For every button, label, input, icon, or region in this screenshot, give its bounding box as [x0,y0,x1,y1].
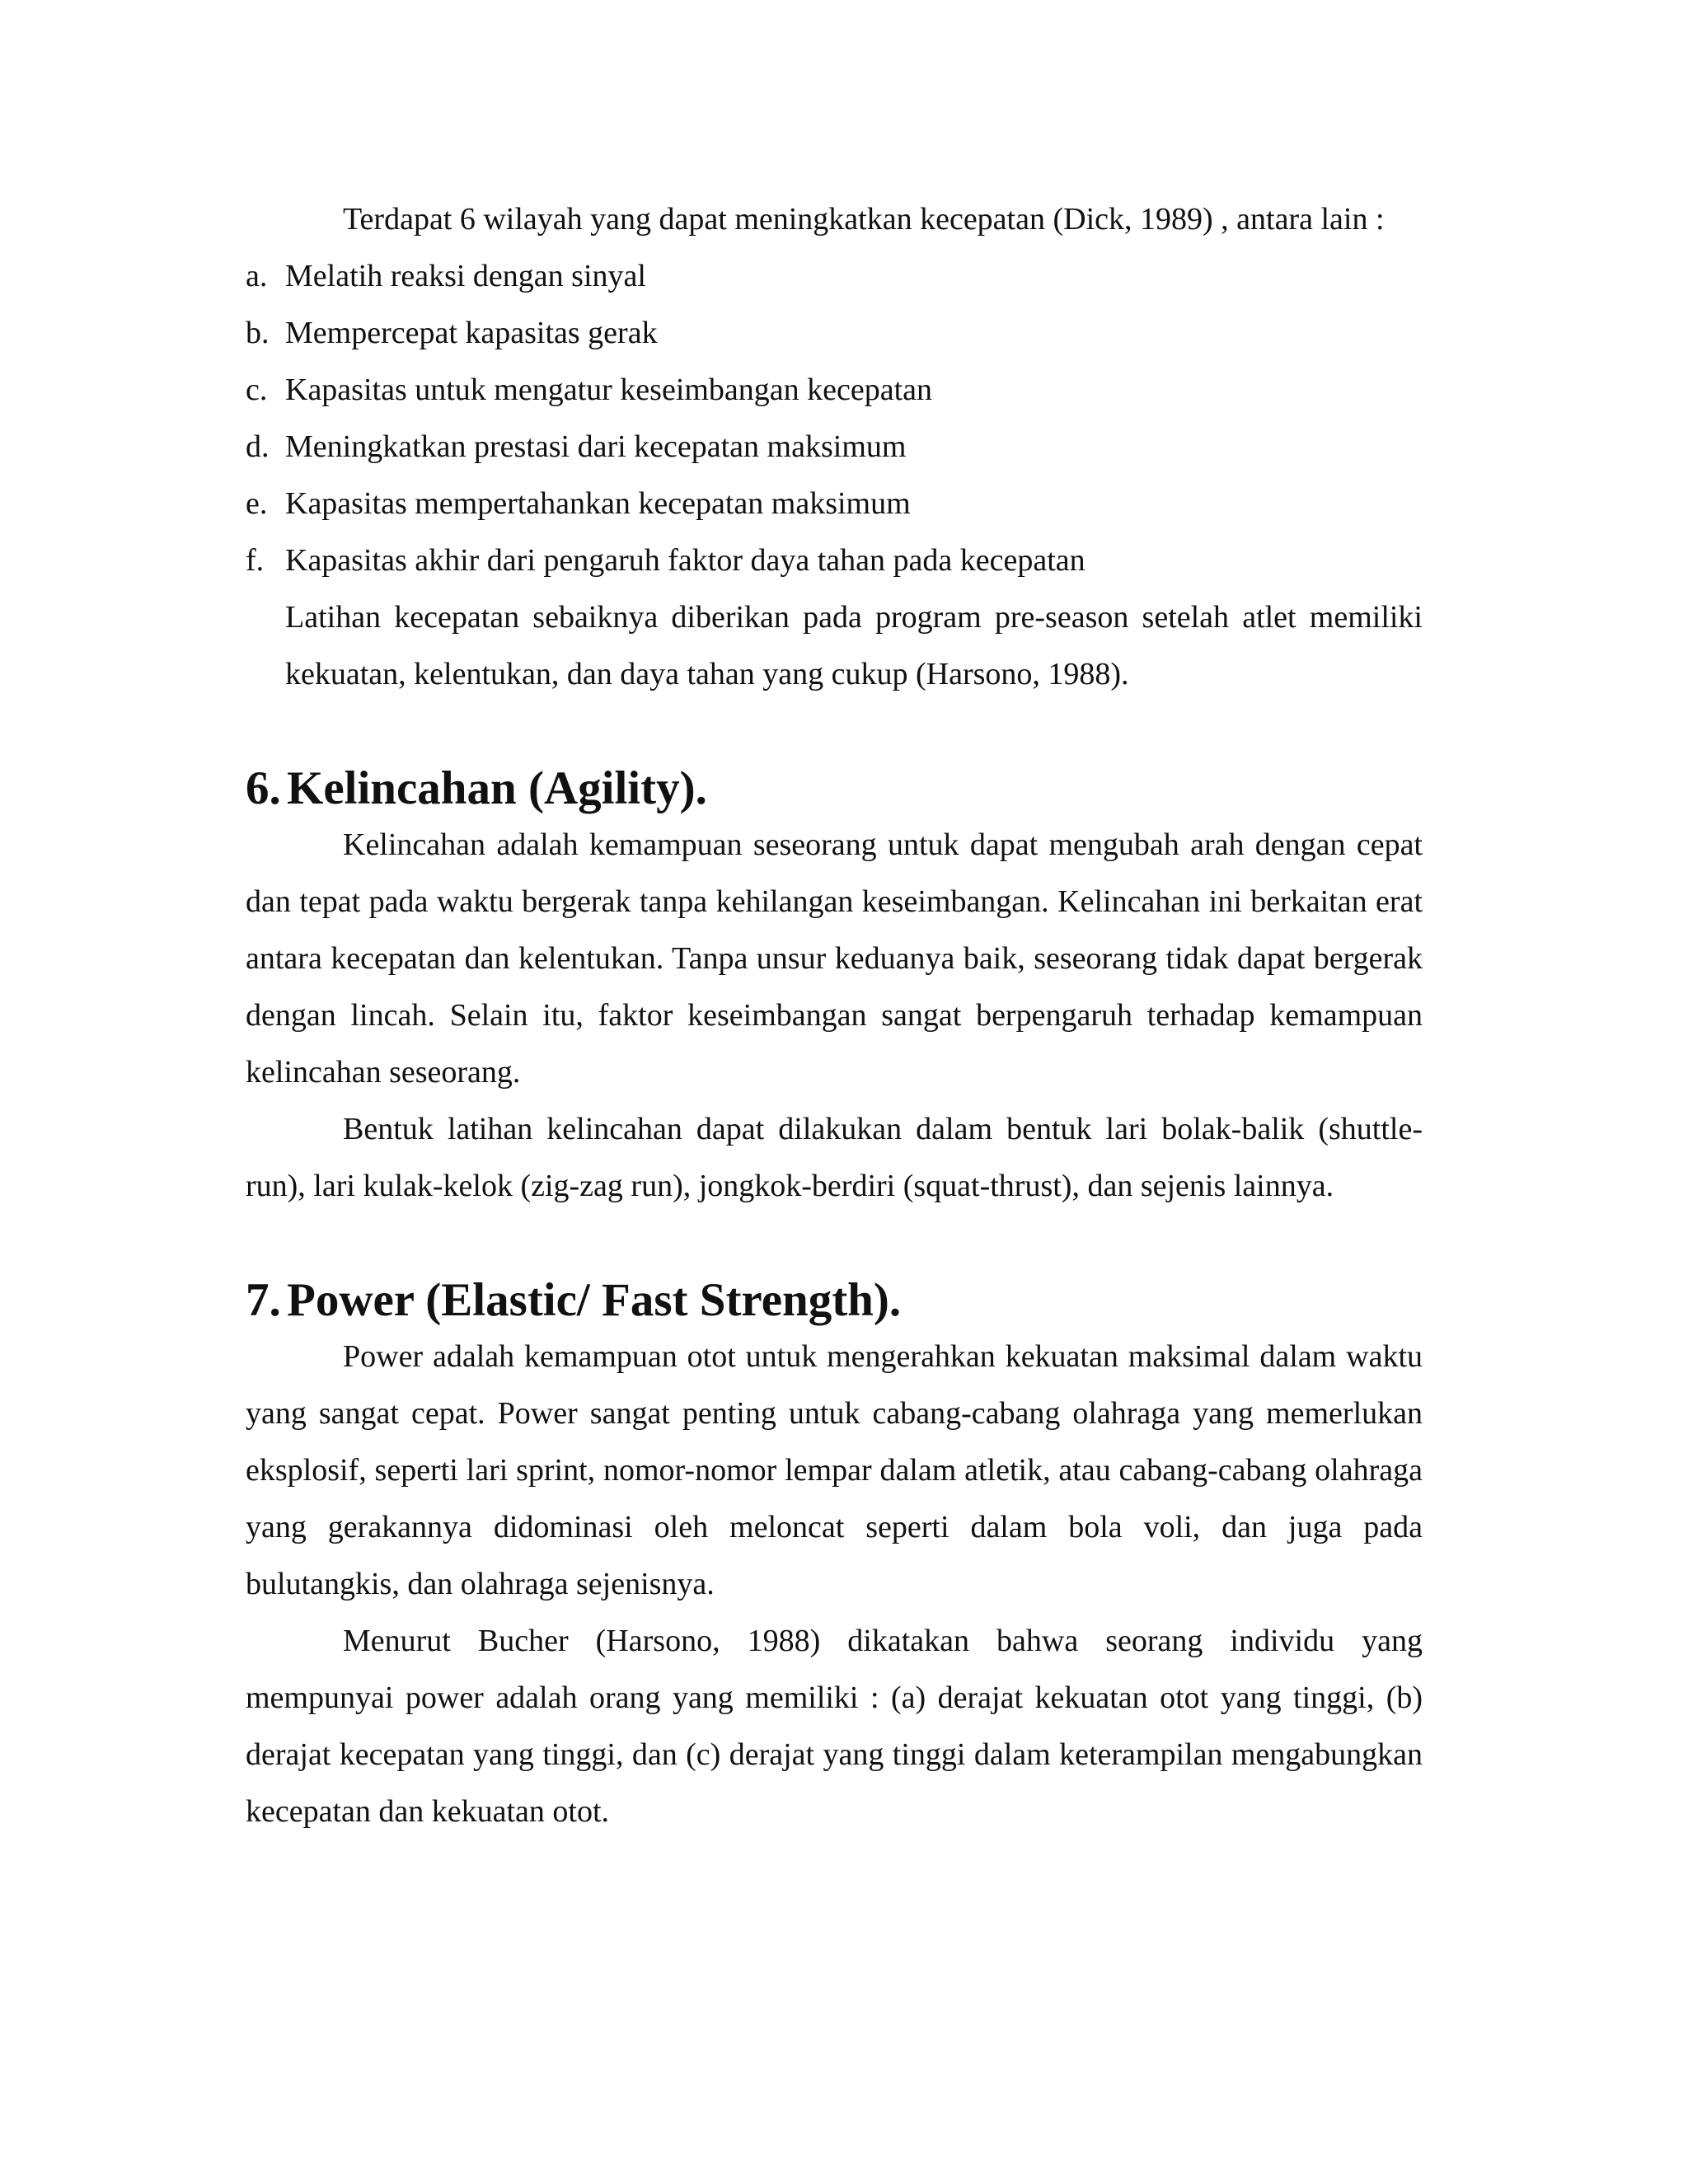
list-marker: b. [246,316,270,350]
list-marker: a. [246,259,268,293]
list-item [246,532,1423,589]
document-body [246,191,1423,1840]
list-item [246,248,1423,305]
list-marker: f. [246,543,265,578]
section-heading-power [246,1272,1423,1329]
section-spacer [246,703,1423,760]
list-item [246,362,1423,419]
list-item [246,476,1423,532]
list-item-text: Kapasitas akhir dari pengaruh faktor daya tahan pada kecepatan [285,543,1085,578]
section-title: Power (Elastic/ Fast Strength). [287,1274,902,1326]
body-paragraph: Power adalah kemampuan otot untuk mengerahkan kekuatan maksimal dalam waktu yang sangat cepat. Power sangat penting untuk cabang-cabang olahraga yang memerlukan eksplosif, seperti lari sprint, nomor-nomor lempar dalam atletik, atau cabang-cabang olahraga yang gerakannya didominasi oleh meloncat seperti dalam bola voli, dan juga pada bulutangkis, dan olahraga sejenisnya. [246,1339,1423,1601]
list-item [246,419,1423,476]
section-number: 6. [246,762,281,814]
body-paragraph: Bentuk latihan kelincahan dapat dilakukan dalam bentuk lari bolak-balik (shuttle-run), lari kulak-kelok (zig-zag run), jongkok-berdiri (squat-thrust), dan sejenis lainnya. [246,1112,1423,1203]
list-item-text: Meningkatkan prestasi dari kecepatan maksimum [285,429,907,464]
list-item-text: Kapasitas untuk mengatur keseimbangan kecepatan [285,373,933,407]
list-marker: d. [246,429,270,464]
body-paragraph: Menurut Bucher (Harsono, 1988) dikatakan bahwa seorang individu yang mempunyai power adalah orang yang memiliki : (a) derajat kekuatan otot yang tinggi, (b) derajat kecepatan yang tinggi, dan (c) derajat yang tinggi dalam keterampilan mengabungkan kecepatan dan kekuatan otot. [246,1624,1423,1829]
section-heading-agility [246,760,1423,817]
section-number: 7. [246,1274,281,1326]
list-item [246,305,1423,362]
list-item-text: Kapasitas mempertahankan kecepatan maksimum [285,486,911,521]
intro-paragraph: Terdapat 6 wilayah yang dapat meningkatkan kecepatan (Dick, 1989) , antara lain : [343,202,1385,237]
section-title: Kelincahan (Agility). [287,762,707,814]
section-spacer [246,1215,1423,1272]
list-item-text: Mempercepat kapasitas gerak [285,316,658,350]
speed-factor-list [246,248,1423,589]
body-paragraph: Kelincahan adalah kemampuan seseorang untuk dapat mengubah arah dengan cepat dan tepat pada waktu bergerak tanpa kehilangan keseimbangan. Kelincahan ini berkaitan erat antara kecepatan dan kelentukan. Tanpa unsur keduanya baik, seseorang tidak dapat bergerak dengan lincah. Selain itu, faktor keseimbangan sangat berpengaruh terhadap kemampuan kelincahan seseorang. [246,827,1423,1090]
speed-note-paragraph: Latihan kecepatan sebaiknya diberikan pada program pre-season setelah atlet memiliki kekuatan, kelentukan, dan daya tahan yang cukup (Harsono, 1988). [285,600,1423,691]
list-item-text: Melatih reaksi dengan sinyal [285,259,646,293]
list-marker: e. [246,486,268,521]
list-marker: c. [246,373,268,407]
